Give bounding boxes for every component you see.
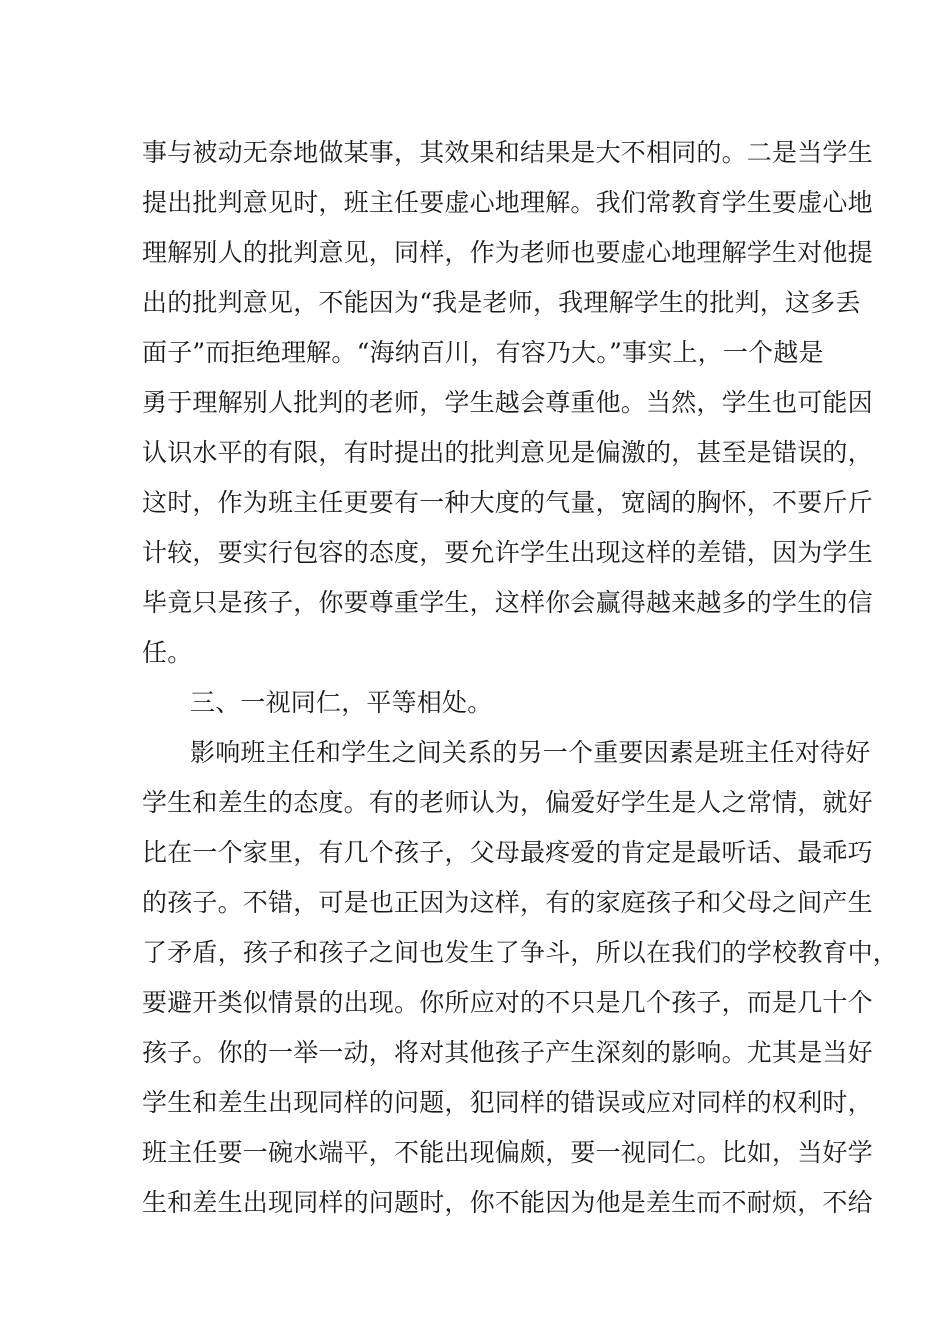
section-heading: 三、一视同仁，平等相处。 [190,688,493,717]
text-line: 的孩子。不错，可是也正因为这样，有的家庭孩子和父母之间产生 [142,888,873,917]
text-line: 任。 [142,638,193,667]
text-line: 了矛盾，孩子和孩子之间也发生了争斗，所以在我们的学校教育中， [142,938,899,967]
text-line: 事与被动无奈地做某事，其效果和结果是大不相同的。二是当学生 [142,138,873,167]
text-line: 学生和差生的态度。有的老师认为，偏爱好学生是人之常情，就好 [142,788,873,817]
text-line: 出的批判意见，不能因为“我是老师，我理解学生的批判，这多丢 [142,288,861,317]
text-line: 计较，要实行包容的态度，要允许学生出现这样的差错，因为学生 [142,538,873,567]
text-line: 毕竟只是孩子，你要尊重学生，这样你会赢得越来越多的学生的信 [142,588,873,617]
text-line: 面子”而拒绝理解。“海纳百川，有容乃大。”事实上，一个越是 [142,338,824,367]
text-line: 勇于理解别人批判的老师，学生越会尊重他。当然，学生也可能因 [142,388,873,417]
text-line: 提出批判意见时，班主任要虚心地理解。我们常教育学生要虚心地 [142,188,873,217]
text-line: 孩子。你的一举一动，将对其他孩子产生深刻的影响。尤其是当好 [142,1038,873,1067]
paragraph-first-line: 影响班主任和学生之间关系的另一个重要因素是班主任对待好 [190,738,871,767]
text-line: 理解别人的批判意见，同样，作为老师也要虚心地理解学生对他提 [142,238,873,267]
text-line: 认识水平的有限，有时提出的批判意见是偏激的，甚至是错误的， [142,438,873,467]
text-line: 班主任要一碗水端平，不能出现偏颇，要一视同仁。比如，当好学 [142,1138,873,1167]
text-line: 要避开类似情景的出现。你所应对的不只是几个孩子，而是几十个 [142,988,873,1017]
text-line: 生和差生出现同样的问题时，你不能因为他是差生而不耐烦，不给 [142,1188,873,1217]
text-line: 学生和差生出现同样的问题，犯同样的错误或应对同样的权利时， [142,1088,873,1117]
text-line: 比在一个家里，有几个孩子，父母最疼爱的肯定是最听话、最乖巧 [142,838,873,867]
document-body [142,128,899,1228]
text-line: 这时，作为班主任更要有一种大度的气量，宽阔的胸怀，不要斤斤 [142,488,873,517]
